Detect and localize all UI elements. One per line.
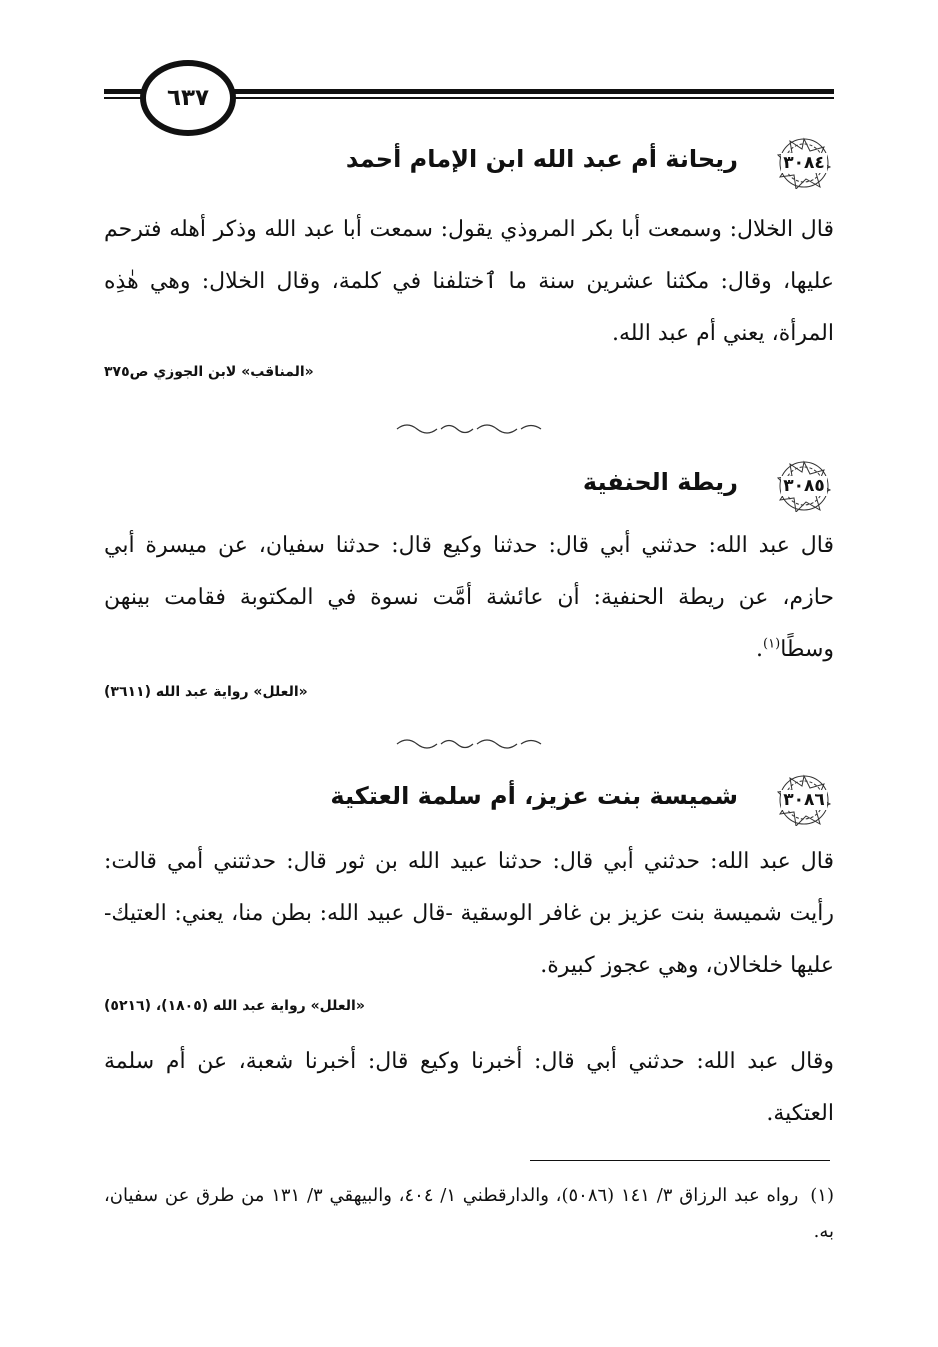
source-citation: «المناقب» لابن الجوزي ص٣٧٥ <box>104 364 314 380</box>
entry-paragraph-2: وقال عبد الله: حدثني أبي قال: أخبرنا وكيع قال: أخبرنا شعبة، عن أم سلمة العتكية. <box>104 1049 834 1126</box>
entry-number: ٣٠٨٥ <box>783 476 825 496</box>
entry-title: ريحانة أم عبد الله ابن الإمام أحمد <box>345 145 738 173</box>
page-number-badge <box>140 60 236 136</box>
entry-heading <box>104 774 834 826</box>
entry-paragraph <box>104 520 834 676</box>
footnote-rule <box>530 1160 830 1161</box>
footnote-ref[interactable]: (١) <box>763 636 781 652</box>
page-header <box>104 60 834 140</box>
paragraph-text: قال عبد الله: حدثني أبي قال: حدثنا وكيع قال: حدثنا سفيان، عن ميسرة أبي حازم، عن ريطة الحنفية: أن عائشة أمَّت نسوة في المكتوبة فقامت بينهن وسطًا <box>104 533 834 662</box>
entry-number-medallion <box>774 137 834 189</box>
entry-title: ريطة الحنفية <box>582 468 738 496</box>
source-citation: «العلل» رواية عبد الله (١٨٠٥)، (٥٢١٦) <box>104 998 365 1014</box>
divider-ornament-icon <box>395 736 545 752</box>
entry-number: ٣٠٨٦ <box>783 790 825 810</box>
entry-number: ٣٠٨٤ <box>783 153 825 173</box>
entry-number-medallion <box>774 774 834 826</box>
footnote-text: رواه عبد الرزاق ٣/ ١٤١ (٥٠٨٦)، والدارقطني ١/ ٤٠٤، والبيهقي ٣/ ١٣١ من طرق عن سفيان، به. <box>104 1185 834 1242</box>
entry-heading <box>104 460 834 512</box>
source-citation: «العلل» رواية عبد الله (٣٦١١) <box>104 684 308 700</box>
footnote <box>104 1178 834 1250</box>
entry-paragraph: قال الخلال: وسمعت أبا بكر المروذي يقول: سمعت أبا عبد الله وذكر أهله فترحم عليها، وقال: مكثنا عشرين سنة ما ٱختلفنا في كلمة، وقال الخلال: وهي هٰذِه المرأة، يعني أم عبد الله. <box>104 217 834 346</box>
page-number: ٦٣٧ <box>166 85 210 111</box>
footnote-number: (١) <box>810 1185 834 1206</box>
divider-ornament-icon <box>395 421 545 437</box>
entry-heading <box>104 137 834 189</box>
entry-paragraph: قال عبد الله: حدثني أبي قال: حدثنا عبيد الله بن ثور قال: حدثتني أمي قالت: رأيت شميسة بنت عزيز بن غافر الوسقية -قال عبيد الله: بطن منا، يعني: العتيك- عليها خلخالان، وهي عجوز كبيرة. <box>104 849 834 978</box>
entry-number-medallion <box>774 460 834 512</box>
paragraph-end: . <box>756 637 764 662</box>
entry-title: شميسة بنت عزيز، أم سلمة العتكية <box>330 782 738 810</box>
